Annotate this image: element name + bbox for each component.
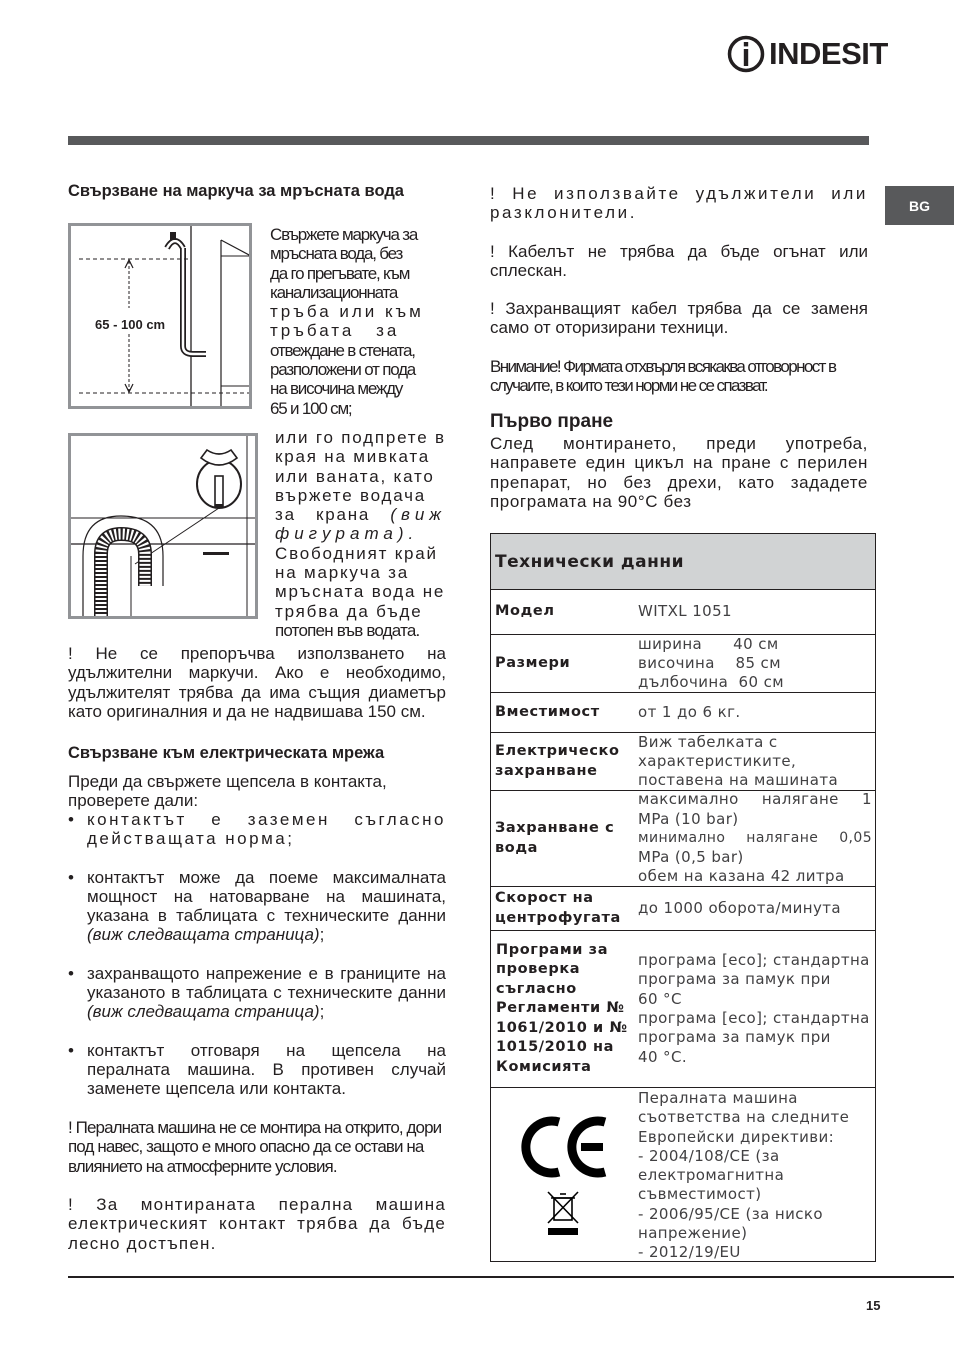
page-number: 15	[866, 1298, 881, 1313]
liability-notice: Внимание! Фирмата отхвърля всякаква отговорност в случаите, в които тези норми не се спазват.	[490, 357, 836, 396]
electrical-intro: Преди да свържете щепсела в контакта, проверете дали:	[68, 772, 387, 811]
checklist-item: • контактът е заземен съгласно действащата норма;	[68, 810, 446, 849]
electrical-checklist	[68, 810, 446, 1118]
indesit-i-icon	[726, 34, 766, 74]
checklist-item: • захранващото напрежение е в границите на указаното в таблицата с техническите данни (виж следващата страница);	[68, 964, 446, 1022]
table-row: Програми за проверка съгласно Регламенти № 1061/2010 и № 1015/2010 на Комисията програма [eco]; стандартна програма за памук при 60 °C програма [eco]; стандартна програма за памук при 40 °C.	[491, 931, 875, 1088]
checklist-item: • контактът може да поеме максималната мощност на натоварване на машината, указана в таблицата с техническите данни (виж следващата страница);	[68, 868, 446, 945]
drain-height-illustration	[71, 226, 249, 406]
sink-hose-figure	[68, 433, 258, 619]
drain-height-figure	[68, 223, 252, 409]
cable-bend-warning: ! Кабелът не трябва да бъде огънат или сплескан.	[490, 242, 868, 281]
table-row: Размери ширина 40 см височина 85 см дълбочина 60 см	[491, 635, 875, 693]
brand-logo	[726, 34, 890, 74]
height-range-label: 65 - 100 cm	[95, 317, 166, 332]
drain-paragraph-1: Свържете маркуча за мръсната вода, без да го прегъвате, към канализационната тръба или към тръбата за отвеждане в стената, разположени от пода на височина между 65 и 100 см;	[270, 225, 424, 418]
table-title: Технически данни	[491, 534, 875, 590]
outdoor-warning: ! Пералната машина не се монтира на открито, дори под навес, защото е много опасно да се остави на влиянието на атмосферните условия.	[68, 1118, 442, 1176]
checklist-item: • контактът отговаря на щепсела на пералната машина. В противен случай заменете щепсела или контакта.	[68, 1041, 446, 1099]
socket-access-warning: ! За монтираната перална машина електрическият контакт трябва да бъде лесно достъпен.	[68, 1195, 446, 1253]
table-row: Пералната машина съответства на следните Европейски директиви: - 2004/108/CE (за електромагнитна съвместимост) - 2006/95/CE (за ниско напрежение) - 2012/19/EU	[491, 1088, 875, 1261]
ce-mark-icon	[515, 1114, 611, 1180]
first-wash-heading: Първо пране	[490, 411, 614, 432]
table-row: Модел WITXL 1051	[491, 590, 875, 635]
table-row: Захранване с вода максимално налягане 1 MPa (10 bar) минимално налягане 0,05 MPa (0,5 bar) обем на казана 42 литра	[491, 791, 875, 887]
brand-name: INDESIT	[769, 36, 888, 71]
drain-hose-heading: Свързване на маркуча за мръсната вода	[68, 182, 404, 200]
bottom-divider	[68, 1276, 954, 1278]
weee-bin-icon	[545, 1190, 581, 1236]
language-tab: BG	[885, 186, 954, 225]
electrical-heading: Свързване към електрическата мрежа	[68, 744, 385, 762]
extension-warning: ! Не използвайте удължители или разклонители.	[490, 184, 868, 223]
first-wash-text: След монтирането, преди употреба, направете един цикъл на пране с перилен препарат, но без дрехи, като зададете програмата на 90°C без	[490, 434, 868, 511]
table-row: Електрическо захранване Виж табелката с характеристиките, поставена на машината	[491, 733, 875, 791]
top-divider	[68, 136, 869, 145]
table-row: Вместимост от 1 до 6 кг.	[491, 693, 875, 733]
sink-hose-illustration	[71, 436, 255, 616]
cable-replace-warning: ! Захранващият кабел трябва да се заменя само от оторизирани техници.	[490, 299, 868, 338]
certification-marks	[491, 1088, 634, 1261]
extension-hose-warning: ! Не се препоръчва използването на удължителни маркучи. Ако е необходимо, удължителят трябва да има същия диаметър като оригиналния и да не надвишава 150 см.	[68, 644, 446, 721]
drain-paragraph-2: или го подпрете в края на мивката или ваната, като вържете водача за крана (виж фигурата). Свободният край на маркуча за мръсната вода не трябва да бъде потопен във водата.	[275, 428, 446, 640]
technical-data-table	[490, 533, 876, 1262]
see-figure-note: (виж фигурата).	[275, 505, 446, 544]
table-row: Скорост на центрофугата до 1000 оборота/минута	[491, 887, 875, 931]
